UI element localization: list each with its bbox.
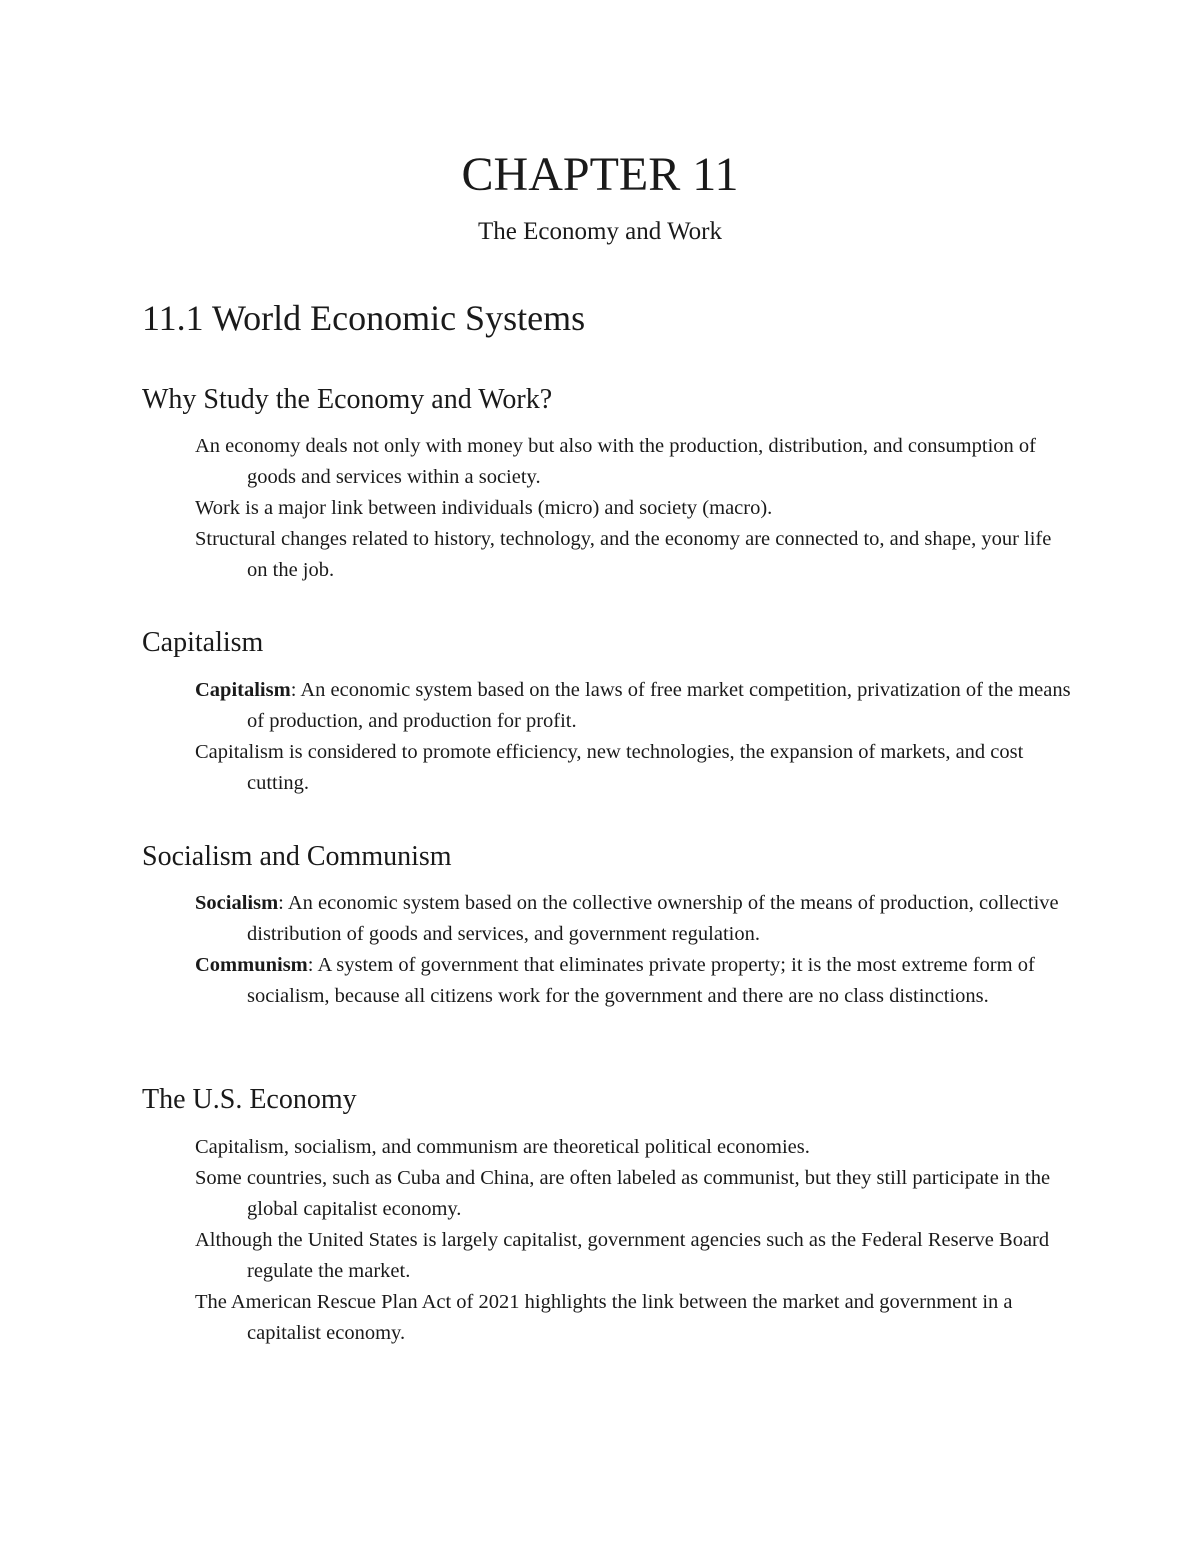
list-item: Structural changes related to history, technology, and the economy are connected to, and shape, your life on the job. [195,528,1052,581]
list-item: An economy deals not only with money but also with the production, distribution, and consumption of goods and services within a society. [195,435,1036,488]
definition-text: : An economic system based on the laws of free market competition, privatization of the means of production, and production for profit. [247,679,1071,732]
definition-capitalism [195,675,1075,737]
heading-us-economy: The U.S. Economy [142,1084,357,1115]
definition-communism [195,950,1075,1012]
why-study-list [195,431,1075,586]
heading-capitalism: Capitalism [142,627,264,658]
definition-text: : An economic system based on the collective ownership of the means of production, collective distribution of goods and services, and government regulation. [247,892,1059,945]
term-communism: Communism [195,954,308,976]
list-item: Although the United States is largely capitalist, government agencies such as the Federal Reserve Board regulate the market. [195,1229,1050,1282]
list-item: Some countries, such as Cuba and China, are often labeled as communist, but they still participate in the global capitalist economy. [195,1167,1051,1220]
list-item: Work is a major link between individuals (micro) and society (macro). [195,497,773,519]
list-item: The American Rescue Plan Act of 2021 highlights the link between the market and government in a capitalist economy. [195,1291,1013,1344]
chapter-title: CHAPTER 11 [461,148,739,201]
list-item: Capitalism, socialism, and communism are theoretical political economies. [195,1136,810,1158]
term-socialism: Socialism [195,892,279,914]
capitalism-list [195,675,1075,799]
section-title: 11.1 World Economic Systems [142,298,586,338]
heading-why-study: Why Study the Economy and Work? [142,384,553,415]
definition-text: : A system of government that eliminates private property; it is the most extreme form of socialism, because all citizens work for the government and there are no class distinctions. [247,954,1035,1007]
chapter-subtitle: The Economy and Work [478,218,722,245]
list-item: Capitalism is considered to promote efficiency, new technologies, the expansion of markets, and cost cutting. [195,741,1024,794]
term-capitalism: Capitalism [195,679,291,701]
definition-socialism [195,888,1075,950]
us-economy-list [195,1132,1075,1349]
socialism-list [195,888,1075,1012]
heading-socialism-communism: Socialism and Communism [142,841,452,872]
